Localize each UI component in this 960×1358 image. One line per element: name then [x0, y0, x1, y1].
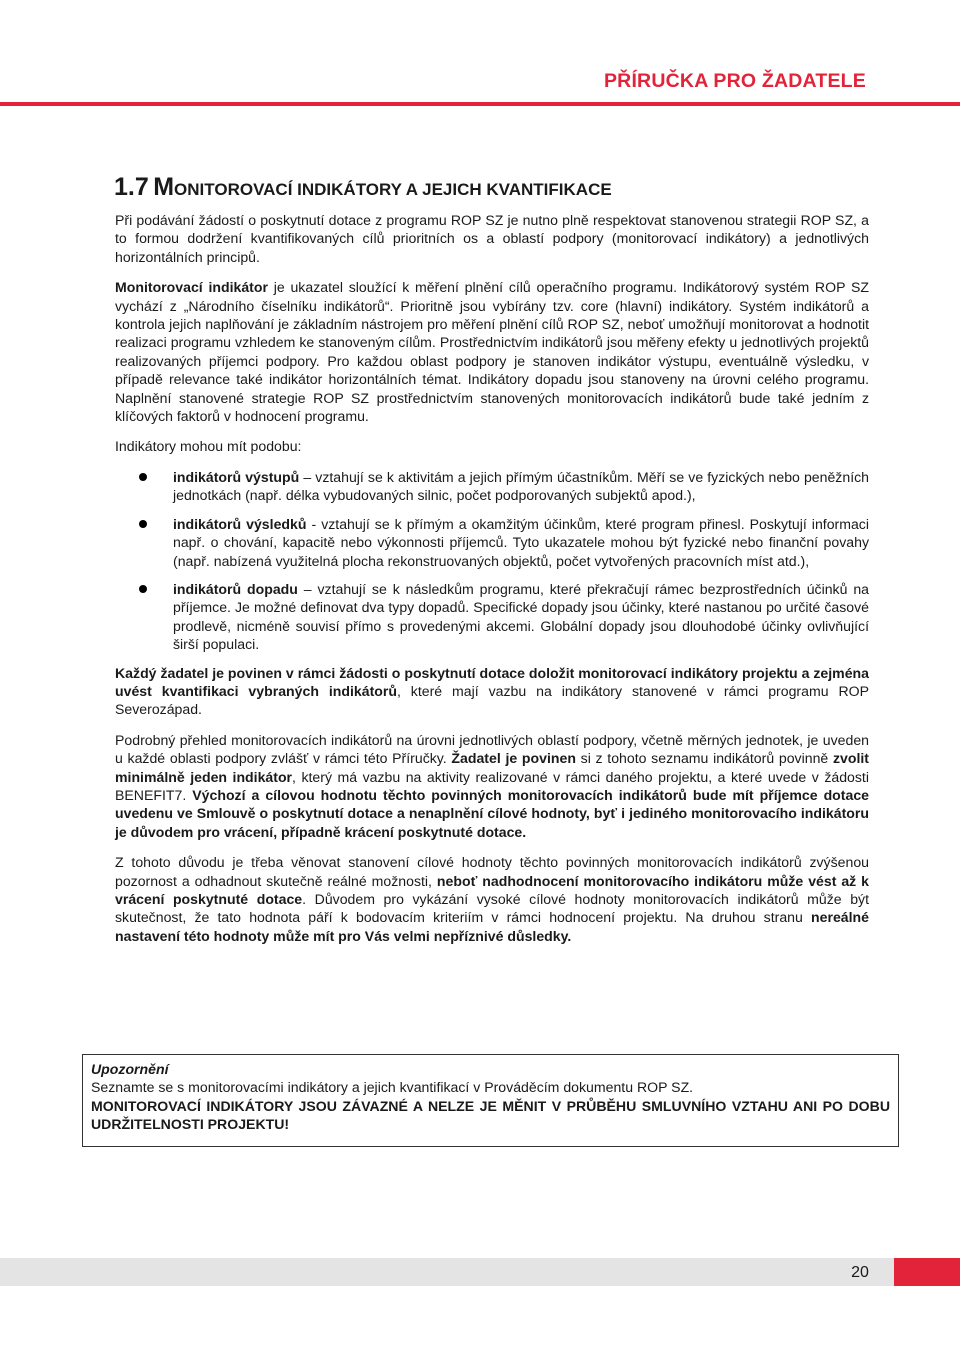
- detail-bold-1: Žadatel je povinen: [451, 750, 576, 767]
- list-item-text: – vztahují se k aktivitám a jejich přímým účastníkům. Měří se ve fyzických nebo peněžních jednotkách (např. délka vybudovaných silnic, počet podporovaných subjektů apod.),: [173, 468, 869, 504]
- paragraph-forms-intro: Indikátory mohou mít podobu:: [115, 438, 302, 455]
- page-number: 20: [851, 1264, 869, 1281]
- paragraph-indicator-definition: [115, 278, 869, 425]
- target-bold-1: neboť nadhodnocení monitorovacího indikátoru může vést až k vrácení poskytnuté dotace: [115, 872, 870, 907]
- bullet-icon: [139, 473, 147, 481]
- header-rule: [0, 102, 960, 106]
- indicator-type-list: [115, 468, 869, 654]
- section-number: 1.7: [114, 173, 149, 201]
- section-heading: [114, 173, 874, 202]
- list-item: [115, 468, 869, 505]
- footer-bar: [0, 1258, 894, 1286]
- detail-bold-2: zvolit minimálně jeden indikátor: [115, 750, 869, 785]
- list-item-text: - vztahují se k přímým a okamžitým účinkům, které program přinesl. Poskytují informaci např. o chování, kapacitě nebo výkonnosti příjemců. Tyto ukazatele mohou být fyzické nebo finanční povahy (např. nabízená využitelná plocha rekonstruovaných objektů, počet vytvořených pracovních míst atd.),: [173, 515, 869, 569]
- detail-text-3: , který má vazbu na aktivity realizované v rámci daného projektu, a které uvede v žádosti BENEFIT7.: [115, 768, 869, 803]
- detail-text-1: Podrobný přehled monitorovacích indikátorů na úrovni jednotlivých oblastí podpory, včetně měrných jednotek, je uveden u každé oblasti podpory zvlášť v rámci této Příručky.: [115, 731, 869, 767]
- list-item: [115, 580, 869, 654]
- paragraph-intro: Při podávání žádostí o poskytnutí dotace z programu ROP SZ je nutno plně respektovat stanovenou strategii ROP SZ, a to formou dodržení kvantifikovaných cílů prioritních os a oblastí podpory (monitorovací indikátory) a jednotlivých horizontálních principů.: [115, 212, 869, 265]
- bullet-icon: [139, 520, 147, 528]
- paragraph-target-values: [115, 853, 869, 945]
- bullet-icon: [139, 585, 147, 593]
- detail-bold-3: Výchozí a cílovou hodnotu těchto povinných monitorovacích indikátorů bude mít příjemce dotace uvedenu ve Smlouvě o poskytnutí dotace a nenaplnění cílové hodnoty, byť i jediného monitorovacího indikátoru je důvodem pro vrácení, případně krácení poskytnuté dotace.: [115, 786, 869, 840]
- header-title: PŘÍRUČKA PRO ŽADATELE: [603, 70, 866, 92]
- indicator-term: Monitorovací indikátor: [115, 279, 268, 296]
- target-bold-2: nereálné nastavení této hodnoty může mít pro Vás velmi nepříznivé důsledky.: [115, 909, 869, 944]
- notice-warning: MONITOROVACÍ INDIKÁTORY JSOU ZÁVAZNÉ A NELZE JE MĚNIT V PRŮBĚHU SMLUVNÍHO VZTAHU ANI PO DOBU UDRŽITELNOSTI PROJEKTU!: [91, 1097, 890, 1133]
- list-item-term: indikátorů výsledků: [173, 515, 307, 532]
- applicant-duty-bold: Každý žadatel je povinen v rámci žádosti o poskytnutí dotace doložit monitorovací indikátory projektu a zejména uvést kvantifikaci vybraných indikátorů: [115, 664, 869, 699]
- applicant-duty-text: , které mají vazbu na indikátory stanovené v rámci programu ROP Severozápad.: [115, 682, 869, 718]
- paragraph-detail-overview: [115, 731, 869, 841]
- target-text-1: Z tohoto důvodu je třeba věnovat stanovení cílové hodnoty těchto povinných monitorovacích indikátorů zvýšenou pozornost a odhadnout skutečně reálné možnosti,: [115, 854, 869, 889]
- section-title-rest: ONITOROVACÍ INDIKÁTORY A JEJICH KVANTIFIKACE: [174, 180, 612, 199]
- indicator-definition-text: je ukazatel sloužící k měření plnění cílů operačního programu. Indikátorový systém ROP SZ vychází z „Národního číselníku indikátorů“. Prioritně jsou vybírány tzv. core (hlavní) indikátory. Systém indikátorů a kontrola jejich naplňování je základním nástrojem pro měření plnění cílů ROP SZ, neboť umožňují monitorovat a hodnotit realizaci programu vzhledem ke stanoveným cílům. Prostřednictvím indikátorů jsou měřeny efekty u jednotlivých projektů realizovaných příjemci podpory. Pro každou oblast podpory je stanoven indikátor výstupu, eventuálně výsledku, v případě relevance také indikátor horizontálních témat. Indikátory dopadu jsou stanoveny na úrovni celého programu. Naplnění stanovené strategie ROP SZ prostřednictvím stanovených monitorovacích indikátorů bude také jedním z klíčových faktorů v hodnocení programu.: [115, 279, 869, 425]
- list-item: [115, 515, 869, 570]
- list-item-text: – vztahují se k následkům programu, které překračují rámec bezprostředních účinků na příjemce. Je možné definovat dva typy dopadů. Specifické dopady jsou účinky, které nastanou po určité časové prodlevě, nicméně souvisí přímo s provedenými akcemi. Globální dopady jsou dlouhodobé účinky ovlivňující širší populaci.: [173, 580, 870, 653]
- notice-label: Upozornění: [91, 1061, 169, 1077]
- section-title-initial: M: [153, 173, 175, 201]
- list-item-term: indikátorů dopadu: [173, 580, 298, 597]
- notice-text: Seznamte se s monitorovacími indikátory a jejich kvantifikací v Prováděcím dokumentu ROP SZ.: [91, 1079, 694, 1096]
- notice-box: [82, 1054, 899, 1147]
- main-content: [115, 211, 869, 957]
- detail-text-2: si z tohoto seznamu indikátorů povinně: [575, 750, 833, 767]
- list-item-term: indikátorů výstupů: [173, 468, 300, 485]
- footer-accent-box: [894, 1258, 960, 1286]
- paragraph-applicant-duty: [115, 664, 869, 719]
- target-text-2: . Důvodem pro vykázání vysoké cílové hodnoty monitorovacích indikátorů může být skutečnost, že tato hodnota páří k bodovacím kriteriím v rámci hodnocení projektu. Na druhou stranu: [115, 891, 870, 926]
